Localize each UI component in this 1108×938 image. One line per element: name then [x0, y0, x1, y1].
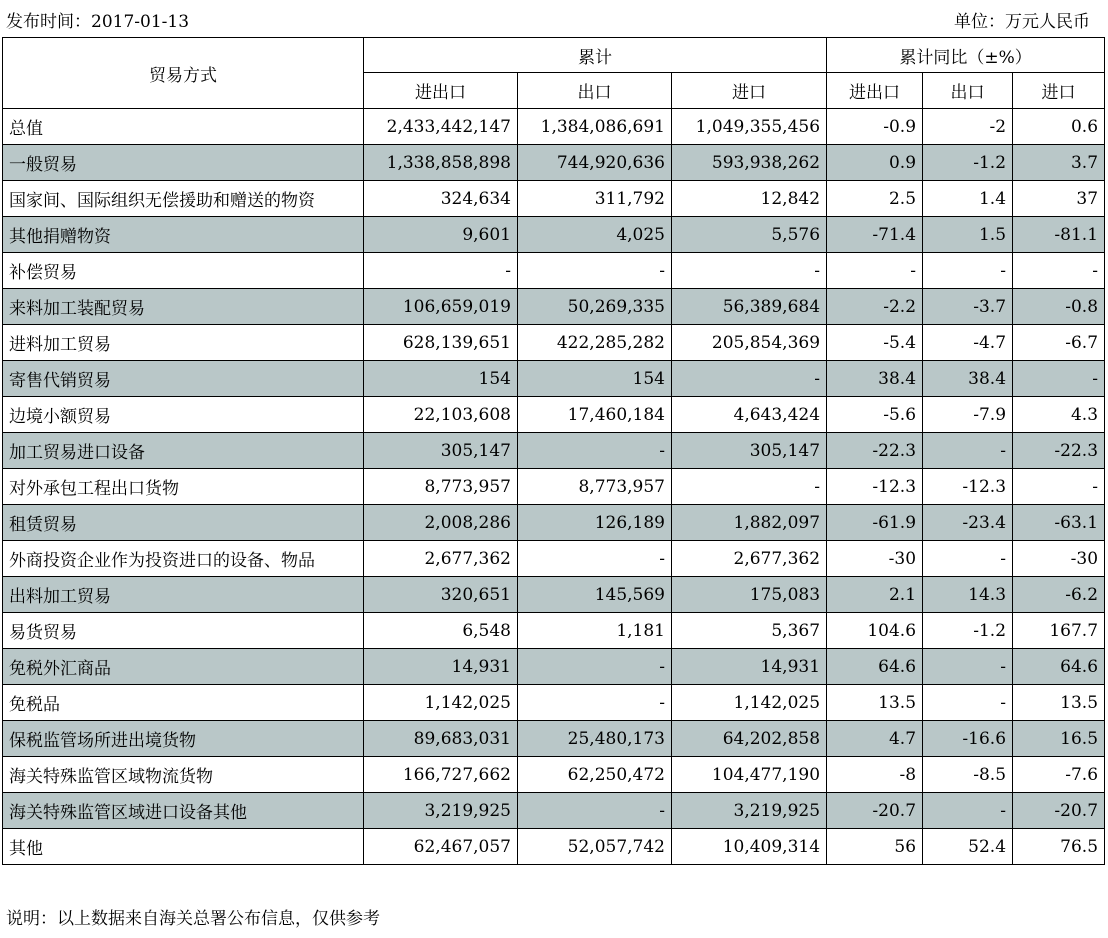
cumulative-export-cell: 4,025 [518, 217, 672, 253]
yoy-total-cell: -71.4 [827, 217, 923, 253]
yoy-import-cell: 4.3 [1013, 397, 1105, 433]
table-row [3, 397, 1105, 433]
table-row [3, 505, 1105, 541]
yoy-export-cell: -7.9 [923, 397, 1013, 433]
yoy-export-cell: -2 [923, 109, 1013, 145]
yoy-export-cell: -4.7 [923, 325, 1013, 361]
yoy-import-cell: -0.8 [1013, 289, 1105, 325]
yoy-total-cell: -20.7 [827, 793, 923, 829]
header-bar [6, 6, 1090, 32]
footnote: 说明：以上数据来自海关总署公布信息，仅供参考 [6, 909, 380, 929]
trade-mode-name: 海关特殊监管区域物流货物 [3, 757, 364, 793]
yoy-import-cell: - [1013, 469, 1105, 505]
cumulative-total-cell: 1,142,025 [364, 685, 518, 721]
cumulative-import-cell: 56,389,684 [672, 289, 827, 325]
yoy-total-cell: 4.7 [827, 721, 923, 757]
cumulative-export-cell: - [518, 685, 672, 721]
yoy-export-cell: -1.2 [923, 145, 1013, 181]
yoy-total-cell: -8 [827, 757, 923, 793]
yoy-import-cell: -63.1 [1013, 505, 1105, 541]
cumulative-import-cell: 5,576 [672, 217, 827, 253]
cumulative-import-cell: 205,854,369 [672, 325, 827, 361]
yoy-import-cell: -7.6 [1013, 757, 1105, 793]
table-row [3, 757, 1105, 793]
cumulative-total-cell: 14,931 [364, 649, 518, 685]
yoy-import-cell: 13.5 [1013, 685, 1105, 721]
cumulative-export-cell: - [518, 253, 672, 289]
trade-mode-name: 免税外汇商品 [3, 649, 364, 685]
cumulative-export-cell: 145,569 [518, 577, 672, 613]
trade-mode-name: 其他捐赠物资 [3, 217, 364, 253]
cumulative-export-cell: 8,773,957 [518, 469, 672, 505]
yoy-export-cell: 1.4 [923, 181, 1013, 217]
cumulative-import-cell: 1,142,025 [672, 685, 827, 721]
yoy-export-cell: - [923, 649, 1013, 685]
cumulative-total-cell: 320,651 [364, 577, 518, 613]
yoy-export-cell: -3.7 [923, 289, 1013, 325]
col-header-yoy-import: 进口 [1013, 73, 1105, 109]
cumulative-export-cell: 744,920,636 [518, 145, 672, 181]
cumulative-total-cell: 154 [364, 361, 518, 397]
cumulative-export-cell: 311,792 [518, 181, 672, 217]
trade-mode-name: 出料加工贸易 [3, 577, 364, 613]
cumulative-export-cell: 17,460,184 [518, 397, 672, 433]
cumulative-export-cell: - [518, 649, 672, 685]
yoy-export-cell: -16.6 [923, 721, 1013, 757]
unit-label: 单位：万元人民币 [954, 11, 1090, 32]
cumulative-import-cell: 14,931 [672, 649, 827, 685]
cumulative-total-cell: 2,677,362 [364, 541, 518, 577]
cumulative-export-cell: 154 [518, 361, 672, 397]
header-row-groups [3, 38, 1105, 73]
table-row [3, 721, 1105, 757]
trade-mode-name: 边境小额贸易 [3, 397, 364, 433]
cumulative-total-cell: 62,467,057 [364, 829, 518, 865]
cumulative-export-cell: 25,480,173 [518, 721, 672, 757]
yoy-total-cell: -22.3 [827, 433, 923, 469]
table-row [3, 181, 1105, 217]
cumulative-import-cell: 10,409,314 [672, 829, 827, 865]
cumulative-total-cell: 324,634 [364, 181, 518, 217]
yoy-total-cell: -0.9 [827, 109, 923, 145]
cumulative-import-cell: 2,677,362 [672, 541, 827, 577]
yoy-import-cell: 0.6 [1013, 109, 1105, 145]
table-row [3, 433, 1105, 469]
table-row [3, 361, 1105, 397]
group-header-cumulative: 累计 [364, 38, 827, 73]
trade-table [2, 37, 1105, 865]
cumulative-export-cell: 1,181 [518, 613, 672, 649]
yoy-total-cell: -5.6 [827, 397, 923, 433]
yoy-import-cell: -6.2 [1013, 577, 1105, 613]
yoy-export-cell: 52.4 [923, 829, 1013, 865]
table-row [3, 829, 1105, 865]
table-row [3, 469, 1105, 505]
table-row [3, 793, 1105, 829]
cumulative-import-cell: - [672, 361, 827, 397]
cumulative-import-cell: - [672, 253, 827, 289]
cumulative-export-cell: 62,250,472 [518, 757, 672, 793]
cumulative-export-cell: - [518, 433, 672, 469]
trade-mode-name: 租赁贸易 [3, 505, 364, 541]
col-header-export: 出口 [518, 73, 672, 109]
table-row [3, 145, 1105, 181]
cumulative-import-cell: 12,842 [672, 181, 827, 217]
trade-mode-name: 易货贸易 [3, 613, 364, 649]
trade-mode-name: 其他 [3, 829, 364, 865]
yoy-total-cell: 13.5 [827, 685, 923, 721]
cumulative-total-cell: 9,601 [364, 217, 518, 253]
yoy-total-cell: 38.4 [827, 361, 923, 397]
yoy-total-cell: 2.5 [827, 181, 923, 217]
yoy-export-cell: - [923, 685, 1013, 721]
yoy-import-cell: -81.1 [1013, 217, 1105, 253]
col-header-yoy-export: 出口 [923, 73, 1013, 109]
yoy-export-cell: 38.4 [923, 361, 1013, 397]
trade-mode-name: 加工贸易进口设备 [3, 433, 364, 469]
table-row [3, 109, 1105, 145]
yoy-export-cell: - [923, 541, 1013, 577]
cumulative-total-cell: - [364, 253, 518, 289]
cumulative-import-cell: 4,643,424 [672, 397, 827, 433]
table-row [3, 217, 1105, 253]
col-header-yoy-total: 进出口 [827, 73, 923, 109]
yoy-import-cell: 76.5 [1013, 829, 1105, 865]
table-row [3, 577, 1105, 613]
cumulative-total-cell: 628,139,651 [364, 325, 518, 361]
cumulative-total-cell: 6,548 [364, 613, 518, 649]
cumulative-import-cell: 1,882,097 [672, 505, 827, 541]
yoy-import-cell: 64.6 [1013, 649, 1105, 685]
table-row [3, 541, 1105, 577]
cumulative-export-cell: 50,269,335 [518, 289, 672, 325]
yoy-export-cell: - [923, 793, 1013, 829]
cumulative-total-cell: 89,683,031 [364, 721, 518, 757]
cumulative-total-cell: 2,008,286 [364, 505, 518, 541]
yoy-total-cell: -30 [827, 541, 923, 577]
cumulative-export-cell: 52,057,742 [518, 829, 672, 865]
yoy-import-cell: 3.7 [1013, 145, 1105, 181]
table-row [3, 613, 1105, 649]
col-header-import: 进口 [672, 73, 827, 109]
cumulative-import-cell: 1,049,355,456 [672, 109, 827, 145]
yoy-import-cell: 167.7 [1013, 613, 1105, 649]
yoy-total-cell: 2.1 [827, 577, 923, 613]
yoy-import-cell: -22.3 [1013, 433, 1105, 469]
yoy-import-cell: - [1013, 253, 1105, 289]
yoy-total-cell: -5.4 [827, 325, 923, 361]
yoy-export-cell: - [923, 433, 1013, 469]
cumulative-export-cell: 126,189 [518, 505, 672, 541]
trade-mode-name: 外商投资企业作为投资进口的设备、物品 [3, 541, 364, 577]
yoy-export-cell: -1.2 [923, 613, 1013, 649]
table-body [3, 109, 1105, 865]
trade-mode-name: 来料加工装配贸易 [3, 289, 364, 325]
trade-mode-name: 保税监管场所进出境货物 [3, 721, 364, 757]
cumulative-total-cell: 3,219,925 [364, 793, 518, 829]
yoy-export-cell: -23.4 [923, 505, 1013, 541]
trade-mode-name: 国家间、国际组织无偿援助和赠送的物资 [3, 181, 364, 217]
group-header-yoy: 累计同比（±%） [827, 38, 1105, 73]
cumulative-export-cell: - [518, 541, 672, 577]
cumulative-import-cell: 104,477,190 [672, 757, 827, 793]
cumulative-export-cell: 1,384,086,691 [518, 109, 672, 145]
table-row [3, 325, 1105, 361]
cumulative-import-cell: 64,202,858 [672, 721, 827, 757]
cumulative-export-cell: - [518, 793, 672, 829]
yoy-total-cell: -2.2 [827, 289, 923, 325]
table-row [3, 649, 1105, 685]
yoy-total-cell: -61.9 [827, 505, 923, 541]
yoy-import-cell: -6.7 [1013, 325, 1105, 361]
cumulative-export-cell: 422,285,282 [518, 325, 672, 361]
yoy-export-cell: 1.5 [923, 217, 1013, 253]
trade-mode-name: 进料加工贸易 [3, 325, 364, 361]
yoy-export-cell: 14.3 [923, 577, 1013, 613]
cumulative-import-cell: - [672, 469, 827, 505]
cumulative-total-cell: 305,147 [364, 433, 518, 469]
yoy-total-cell: - [827, 253, 923, 289]
cumulative-total-cell: 8,773,957 [364, 469, 518, 505]
yoy-total-cell: 56 [827, 829, 923, 865]
col-header-trade-mode: 贸易方式 [3, 38, 364, 109]
publish-date: 发布时间：2017-01-13 [6, 11, 190, 32]
cumulative-import-cell: 5,367 [672, 613, 827, 649]
yoy-import-cell: 37 [1013, 181, 1105, 217]
cumulative-import-cell: 175,083 [672, 577, 827, 613]
trade-mode-name: 免税品 [3, 685, 364, 721]
cumulative-import-cell: 305,147 [672, 433, 827, 469]
table-row [3, 685, 1105, 721]
yoy-import-cell: -30 [1013, 541, 1105, 577]
trade-mode-name: 对外承包工程出口货物 [3, 469, 364, 505]
cumulative-total-cell: 106,659,019 [364, 289, 518, 325]
yoy-total-cell: 0.9 [827, 145, 923, 181]
trade-mode-name: 总值 [3, 109, 364, 145]
table-row [3, 253, 1105, 289]
yoy-total-cell: 64.6 [827, 649, 923, 685]
cumulative-total-cell: 1,338,858,898 [364, 145, 518, 181]
trade-mode-name: 海关特殊监管区域进口设备其他 [3, 793, 364, 829]
yoy-total-cell: 104.6 [827, 613, 923, 649]
cumulative-total-cell: 22,103,608 [364, 397, 518, 433]
cumulative-import-cell: 593,938,262 [672, 145, 827, 181]
cumulative-import-cell: 3,219,925 [672, 793, 827, 829]
col-header-total: 进出口 [364, 73, 518, 109]
yoy-import-cell: - [1013, 361, 1105, 397]
cumulative-total-cell: 166,727,662 [364, 757, 518, 793]
trade-mode-name: 寄售代销贸易 [3, 361, 364, 397]
trade-mode-name: 补偿贸易 [3, 253, 364, 289]
yoy-export-cell: - [923, 253, 1013, 289]
yoy-export-cell: -12.3 [923, 469, 1013, 505]
cumulative-total-cell: 2,433,442,147 [364, 109, 518, 145]
yoy-import-cell: -20.7 [1013, 793, 1105, 829]
yoy-total-cell: -12.3 [827, 469, 923, 505]
table-row [3, 289, 1105, 325]
yoy-export-cell: -8.5 [923, 757, 1013, 793]
yoy-import-cell: 16.5 [1013, 721, 1105, 757]
trade-mode-name: 一般贸易 [3, 145, 364, 181]
